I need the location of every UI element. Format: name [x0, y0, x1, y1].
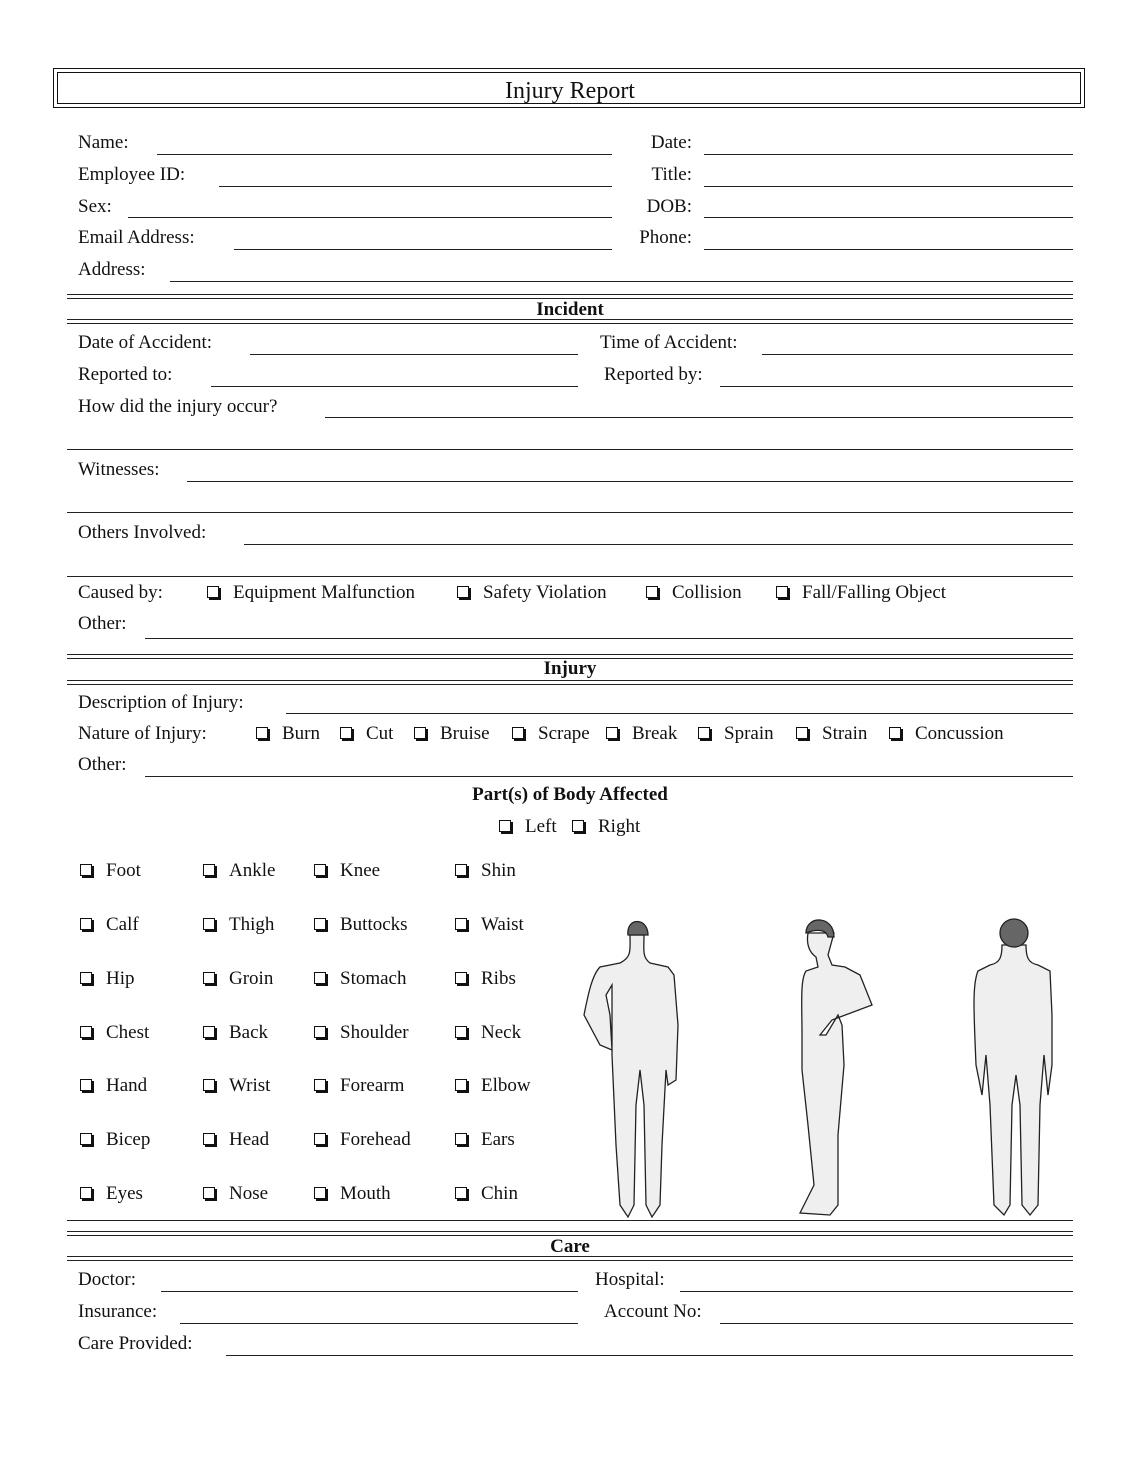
body-chest-label: Chest [106, 1022, 150, 1043]
body-hip-checkbox[interactable] [80, 972, 92, 984]
insurance-field[interactable] [180, 1323, 578, 1324]
body-hand-label: Hand [106, 1075, 148, 1096]
cause-other-field[interactable] [145, 638, 1073, 639]
body-neck-checkbox[interactable] [455, 1026, 467, 1038]
reported-to-field[interactable] [211, 386, 578, 387]
care-heading: Care [550, 1236, 590, 1257]
how-field[interactable] [325, 417, 1073, 418]
body-stomach-label: Stomach [340, 968, 407, 989]
body-neck-label: Neck [481, 1022, 522, 1043]
section-divider [67, 1256, 1073, 1261]
caused-by-label: Caused by: [78, 582, 163, 603]
body-foot-label: Foot [106, 860, 141, 881]
body-buttocks-checkbox[interactable] [314, 918, 326, 930]
body-head-label: Head [229, 1129, 270, 1150]
body-nose-checkbox[interactable] [203, 1187, 215, 1199]
cause-equipment-checkbox[interactable] [207, 586, 219, 598]
body-knee-checkbox[interactable] [314, 864, 326, 876]
body-ribs-label: Ribs [481, 968, 516, 989]
body-shoulder-checkbox[interactable] [314, 1026, 326, 1038]
nature-bruise-label: Bruise [440, 723, 490, 744]
injury-heading: Injury [543, 658, 597, 679]
others-involved-field[interactable] [244, 544, 1073, 545]
body-back-checkbox[interactable] [203, 1026, 215, 1038]
body-ankle-checkbox[interactable] [203, 864, 215, 876]
title-field[interactable] [704, 186, 1073, 187]
body-wrist-checkbox[interactable] [203, 1079, 215, 1091]
body-groin-checkbox[interactable] [203, 972, 215, 984]
body-mouth-label: Mouth [340, 1183, 391, 1204]
injury-other-label: Other: [78, 754, 127, 775]
nature-strain-label: Strain [822, 723, 868, 744]
body-eyes-label: Eyes [106, 1183, 143, 1204]
body-diagram [570, 905, 1070, 1225]
email-label: Email Address: [78, 227, 195, 248]
page-title: Injury Report [505, 78, 635, 104]
account-no-field[interactable] [720, 1323, 1073, 1324]
dob-label: DOB: [646, 196, 692, 217]
nature-scrape-checkbox[interactable] [512, 727, 524, 739]
title-label: Title: [651, 164, 692, 185]
reported-to-label: Reported to: [78, 364, 173, 385]
sex-field[interactable] [128, 217, 612, 218]
cause-fall-checkbox[interactable] [776, 586, 788, 598]
nature-cut-label: Cut [366, 723, 394, 744]
nature-sprain-checkbox[interactable] [698, 727, 710, 739]
nature-break-checkbox[interactable] [606, 727, 618, 739]
body-forehead-checkbox[interactable] [314, 1133, 326, 1145]
phone-label: Phone: [639, 227, 692, 248]
left-side-checkbox[interactable] [499, 820, 511, 832]
body-mouth-checkbox[interactable] [314, 1187, 326, 1199]
section-divider [67, 680, 1073, 685]
account-no-label: Account No: [604, 1301, 702, 1322]
right-side-label: Right [598, 816, 641, 837]
date-of-accident-label: Date of Accident: [78, 332, 213, 353]
nature-label: Nature of Injury: [78, 723, 207, 744]
body-knee-label: Knee [340, 860, 381, 881]
body-calf-label: Calf [106, 914, 139, 935]
phone-field[interactable] [704, 249, 1073, 250]
body-elbow-checkbox[interactable] [455, 1079, 467, 1091]
cause-fall-label: Fall/Falling Object [802, 582, 947, 603]
insurance-label: Insurance: [78, 1301, 158, 1322]
description-label: Description of Injury: [78, 692, 244, 713]
body-buttocks-label: Buttocks [340, 914, 408, 935]
witnesses-field-line-2[interactable] [67, 512, 1073, 513]
body-ears-checkbox[interactable] [455, 1133, 467, 1145]
nature-strain-checkbox[interactable] [796, 727, 808, 739]
body-hand-checkbox[interactable] [80, 1079, 92, 1091]
sex-label: Sex: [78, 196, 112, 217]
body-chest-checkbox[interactable] [80, 1026, 92, 1038]
date-label: Date: [650, 132, 692, 153]
body-nose-label: Nose [229, 1183, 269, 1204]
body-shin-checkbox[interactable] [455, 864, 467, 876]
injury-other-field[interactable] [145, 776, 1073, 777]
body-ankle-label: Ankle [229, 860, 276, 881]
body-chin-label: Chin [481, 1183, 518, 1204]
body-hip-label: Hip [106, 968, 135, 989]
body-bicep-checkbox[interactable] [80, 1133, 92, 1145]
nature-concussion-checkbox[interactable] [889, 727, 901, 739]
front-figure-icon [584, 922, 678, 1218]
time-of-accident-field[interactable] [762, 354, 1073, 355]
body-calf-checkbox[interactable] [80, 918, 92, 930]
cause-safety-checkbox[interactable] [457, 586, 469, 598]
cause-equipment-label: Equipment Malfunction [233, 582, 416, 603]
cause-safety-label: Safety Violation [483, 582, 607, 603]
doctor-label: Doctor: [78, 1269, 137, 1290]
section-divider [67, 319, 1073, 324]
dob-field[interactable] [704, 217, 1073, 218]
others-involved-label: Others Involved: [78, 522, 207, 543]
left-side-label: Left [525, 816, 557, 837]
witnesses-label: Witnesses: [78, 459, 160, 480]
body-shin-label: Shin [481, 860, 516, 881]
nature-burn-checkbox[interactable] [256, 727, 268, 739]
side-figure-icon [800, 920, 872, 1215]
body-thigh-label: Thigh [229, 914, 275, 935]
nature-concussion-label: Concussion [915, 723, 1004, 744]
body-thigh-checkbox[interactable] [203, 918, 215, 930]
body-stomach-checkbox[interactable] [314, 972, 326, 984]
cause-collision-checkbox[interactable] [646, 586, 658, 598]
body-elbow-label: Elbow [481, 1075, 531, 1096]
body-head-checkbox[interactable] [203, 1133, 215, 1145]
body-bicep-label: Bicep [106, 1129, 151, 1150]
reported-by-label: Reported by: [604, 364, 703, 385]
address-label: Address: [78, 259, 146, 280]
care-provided-field[interactable] [226, 1355, 1073, 1356]
nature-cut-checkbox[interactable] [340, 727, 352, 739]
body-back-label: Back [229, 1022, 269, 1043]
divider [67, 1220, 1073, 1221]
witnesses-field[interactable] [187, 481, 1073, 482]
time-of-accident-label: Time of Accident: [600, 332, 738, 353]
cause-other-label: Other: [78, 613, 127, 634]
name-label: Name: [78, 132, 129, 153]
body-eyes-checkbox[interactable] [80, 1187, 92, 1199]
incident-heading: Incident [536, 299, 604, 320]
body-shoulder-label: Shoulder [340, 1022, 409, 1043]
right-side-checkbox[interactable] [572, 820, 584, 832]
doctor-field[interactable] [161, 1291, 578, 1292]
email-field[interactable] [234, 249, 612, 250]
cause-collision-label: Collision [672, 582, 742, 603]
body-forearm-label: Forearm [340, 1075, 405, 1096]
back-figure-icon [974, 919, 1052, 1215]
body-groin-label: Groin [229, 968, 274, 989]
date-field[interactable] [704, 154, 1073, 155]
nature-bruise-checkbox[interactable] [414, 727, 426, 739]
employee-id-label: Employee ID: [78, 164, 186, 185]
body-foot-checkbox[interactable] [80, 864, 92, 876]
body-waist-label: Waist [481, 914, 524, 935]
nature-sprain-label: Sprain [724, 723, 774, 744]
body-ears-label: Ears [481, 1129, 515, 1150]
address-field[interactable] [170, 281, 1073, 282]
hospital-label: Hospital: [595, 1269, 665, 1290]
nature-burn-label: Burn [282, 723, 320, 744]
care-provided-label: Care Provided: [78, 1333, 193, 1354]
body-waist-checkbox[interactable] [455, 918, 467, 930]
body-ribs-checkbox[interactable] [455, 972, 467, 984]
body-forearm-checkbox[interactable] [314, 1079, 326, 1091]
how-label: How did the injury occur? [78, 396, 278, 417]
body-forehead-label: Forehead [340, 1129, 411, 1150]
date-of-accident-field[interactable] [250, 354, 578, 355]
how-field-line-2[interactable] [67, 449, 1073, 450]
description-field[interactable] [286, 713, 1073, 714]
hospital-field[interactable] [680, 1291, 1073, 1292]
name-field[interactable] [157, 154, 612, 155]
nature-scrape-label: Scrape [538, 723, 590, 744]
body-chin-checkbox[interactable] [455, 1187, 467, 1199]
body-parts-heading: Part(s) of Body Affected [472, 784, 668, 805]
reported-by-field[interactable] [720, 386, 1073, 387]
employee-id-field[interactable] [219, 186, 612, 187]
nature-break-label: Break [632, 723, 678, 744]
body-wrist-label: Wrist [229, 1075, 271, 1096]
others-involved-field-line-2[interactable] [67, 576, 1073, 577]
